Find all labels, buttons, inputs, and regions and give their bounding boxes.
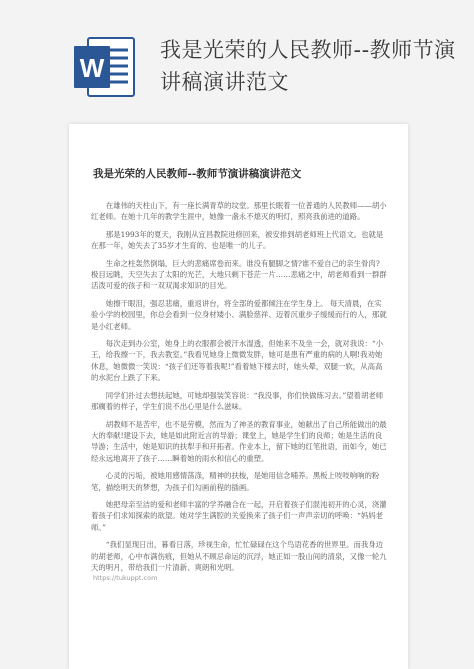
paragraph: 她把母亲至洁的爱和老师丰富的学养融合在一起，开启着孩子们混沌初开的心灵，浇灌着孩子们求知探索的欲望。她对学生满腔的关爱换来了孩子们一声声亲切的呼唤：“妈妈老师。” [91, 499, 387, 532]
paragraph: 同学们扑过去想扶起她，可她却强装笑容说：“我没事，你们快做练习去。”望着胡老师那瘸着的样子，学生们说不出心里是什么滋味。 [91, 390, 384, 412]
word-doc-icon [72, 36, 136, 98]
svg-text:W: W [79, 53, 105, 83]
paragraph: 心灵的污垢，被她用感情荡涤，精神的扶梭，是她用信念哺养。黑板上吱吱响响的粉笔，描绘明天的梦想，为孩子们勾画前程的插画。 [91, 471, 380, 492]
page-header [0, 0, 474, 120]
document-title: 我是光荣的人民教师--教师节演讲稿演讲范文 [93, 168, 302, 180]
paragraph: 每次走到办公室，她身上的衣服都会被汗水湿透，但她来不及坐一会，就对我说：“小王，给我擦一下，我去教室。”我看见她身上微微发胖，她可是患有严重的病的人啊!我劝她休息，她微微一笑说：“孩子们还等着我呢!”看着她下楼去时，她头晕，双腿一软，从高高的水泥台上跌了下来。 [91, 339, 384, 383]
document-body [91, 200, 387, 579]
header-title: 我是光荣的人民教师--教师节演讲稿演讲范文 [160, 38, 456, 94]
paragraph: 生命之柱轰然倒塌，巨大的悲痛席卷而来。谁没有腿脚之情?谁不爱自己的亲生骨肉? 极目远眺，天空失去了太阳的光芒，大地只剩下苍茫一片……悲痛之中，胡老师看到一群群活泼可爱的孩子和一双双渴求知识的目光。 [91, 258, 387, 291]
paragraph: “我们显现日出，暮看日落，珍视生命，忙忙碌碌在这个鸟语花香的世界里。而我身边的胡老师，心中布满伤痕，但她从不顾忌命运的沉浮，她正如一股山间的清泉，又像一轮九天的明月，带给我们一片清新、爽朗和光明。 [91, 540, 387, 572]
paragraph: 在雄伟的天柱山下，有一座长满青草的坟堂。那里长眠着一位普通的人民教师——胡小红老师。在她十几年的教学生涯中，她像一盏永不熄灭的明灯，照亮我前进的道路。 [91, 201, 387, 222]
document-page [69, 124, 408, 669]
watermark-url: https://tukuppt.com [93, 574, 158, 582]
paragraph: 她擦干眼泪，强忍悲痛，重返讲台，将全部的爱都倾注在学生身上。 每天清晨，在实验小学的校园里，你总会看到一位身材矮小、满脸慈祥、迈着沉重步子缓缓而行的人，那就是小红老师。 [91, 298, 387, 331]
paragraph: 胡教师不是苦牢，也不是劳模，然而为了神圣的教育事业，她献出了自己所能做出的最大的奉献!建设下去，她是如此附近言的导游；课堂上，她是学生们的良师；她是生活的良导游；生活中，她是知识的扶犁手和开拓者。作业本上，留下她的红笔批语，而如今，她已经永远地离开了孩子……瞬着她的雨水和信心的重塑。 [91, 419, 387, 463]
paragraph: 那是1993年的夏天，我刚从宜昌教院进修回来，被安排到胡老师班上代语文。也就是在那一年，她失去了35岁才生育的、也是唯一的儿子。 [91, 229, 384, 251]
